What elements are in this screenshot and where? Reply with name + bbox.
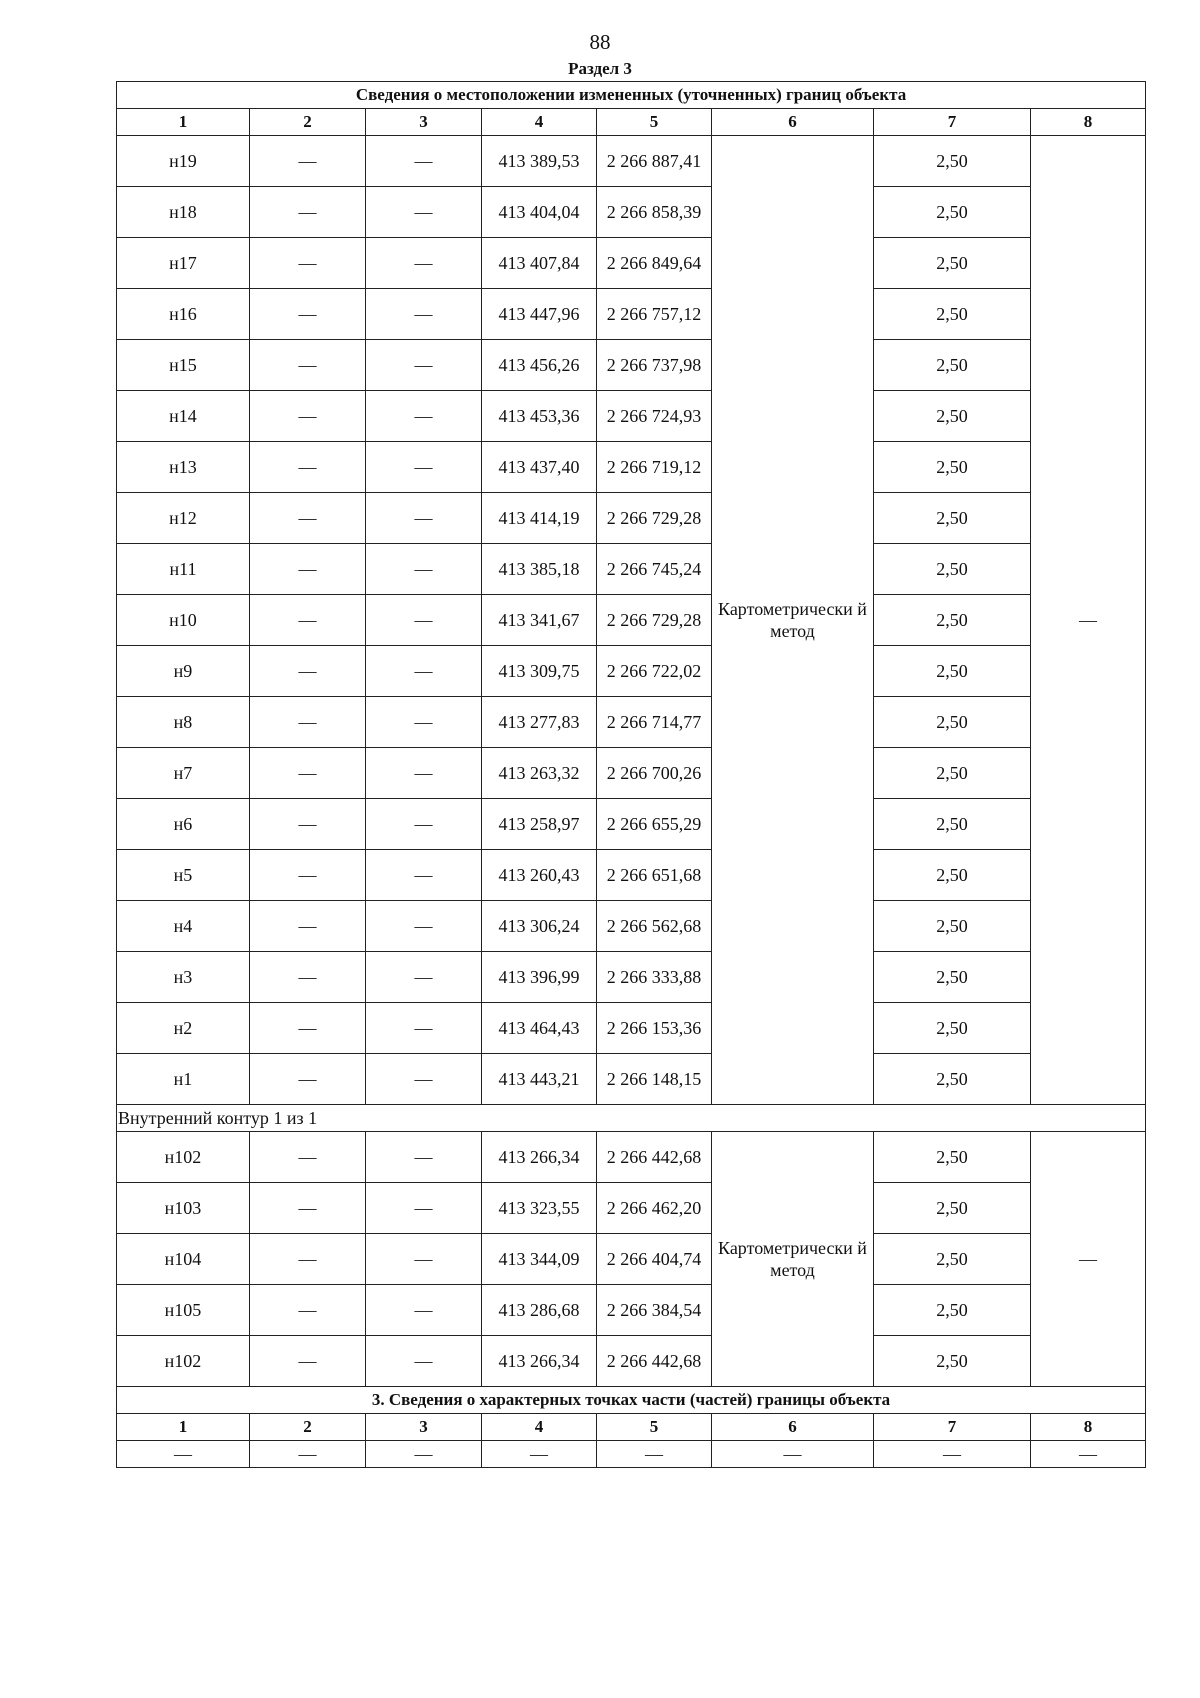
coord-x-cell: 413 453,36 <box>482 391 597 442</box>
coord-x-cell: 413 309,75 <box>482 646 597 697</box>
accuracy-cell: 2,50 <box>874 1054 1031 1105</box>
accuracy-cell: 2,50 <box>874 238 1031 289</box>
part-column-header: 8 <box>1031 1414 1146 1441</box>
table-row <box>117 493 1146 544</box>
accuracy-cell: 2,50 <box>874 799 1031 850</box>
empty-dash-cell: — <box>250 289 366 340</box>
coord-x-cell: 413 447,96 <box>482 289 597 340</box>
accuracy-cell: 2,50 <box>874 1336 1031 1387</box>
accuracy-cell: 2,50 <box>874 646 1031 697</box>
table-row <box>117 748 1146 799</box>
point-name-cell: н104 <box>117 1234 250 1285</box>
table-row <box>117 187 1146 238</box>
table-row <box>117 1003 1146 1054</box>
coord-y-cell: 2 266 148,15 <box>597 1054 712 1105</box>
empty-dash-cell: — <box>366 748 482 799</box>
coord-x-cell: 413 323,55 <box>482 1183 597 1234</box>
coord-y-cell: 2 266 562,68 <box>597 901 712 952</box>
table-row <box>117 340 1146 391</box>
method-cell: Картометрически й метод <box>712 1132 874 1387</box>
empty-dash-cell: — <box>366 850 482 901</box>
accuracy-cell: 2,50 <box>874 136 1031 187</box>
accuracy-cell: 2,50 <box>874 748 1031 799</box>
column-header-row <box>117 109 1146 136</box>
table-row <box>117 442 1146 493</box>
point-name-cell: н19 <box>117 136 250 187</box>
coord-y-cell: 2 266 737,98 <box>597 340 712 391</box>
empty-dash-cell: — <box>250 1054 366 1105</box>
empty-dash-cell: — <box>250 1285 366 1336</box>
empty-dash-cell: — <box>366 1054 482 1105</box>
point-name-cell: н105 <box>117 1285 250 1336</box>
empty-dash-cell: — <box>366 1183 482 1234</box>
accuracy-cell: 2,50 <box>874 1285 1031 1336</box>
table-row <box>117 1183 1146 1234</box>
empty-dash-cell: — <box>250 238 366 289</box>
point-name-cell: н16 <box>117 289 250 340</box>
empty-dash-cell: — <box>366 901 482 952</box>
empty-dash-cell: — <box>250 595 366 646</box>
coord-x-cell: 413 396,99 <box>482 952 597 1003</box>
part-title: 3. Сведения о характерных точках части (частей) границы объекта <box>117 1387 1146 1414</box>
empty-dash-cell: — <box>366 646 482 697</box>
coord-x-cell: 413 389,53 <box>482 136 597 187</box>
coord-y-cell: 2 266 442,68 <box>597 1336 712 1387</box>
point-name-cell: н4 <box>117 901 250 952</box>
empty-dash-cell: — <box>366 289 482 340</box>
point-name-cell: н1 <box>117 1054 250 1105</box>
coord-y-cell: 2 266 333,88 <box>597 952 712 1003</box>
empty-dash-cell: — <box>366 952 482 1003</box>
coord-y-cell: 2 266 462,20 <box>597 1183 712 1234</box>
table-body <box>117 82 1146 1468</box>
point-name-cell: н102 <box>117 1132 250 1183</box>
point-name-cell: н13 <box>117 442 250 493</box>
accuracy-cell: 2,50 <box>874 1003 1031 1054</box>
point-name-cell: н7 <box>117 748 250 799</box>
coord-y-cell: 2 266 887,41 <box>597 136 712 187</box>
empty-dash-cell: — <box>366 340 482 391</box>
coord-y-cell: 2 266 724,93 <box>597 391 712 442</box>
empty-dash-cell: — <box>366 1132 482 1183</box>
coord-x-cell: 413 404,04 <box>482 187 597 238</box>
table-row <box>117 289 1146 340</box>
table-row <box>117 391 1146 442</box>
accuracy-cell: 2,50 <box>874 187 1031 238</box>
table-row <box>117 1054 1146 1105</box>
coord-y-cell: 2 266 858,39 <box>597 187 712 238</box>
point-name-cell: н12 <box>117 493 250 544</box>
coord-y-cell: 2 266 153,36 <box>597 1003 712 1054</box>
empty-dash-cell: — <box>250 697 366 748</box>
table-row <box>117 595 1146 646</box>
accuracy-cell: 2,50 <box>874 697 1031 748</box>
empty-dash-cell: — <box>366 1336 482 1387</box>
part-dash-cell: — <box>712 1441 874 1468</box>
empty-dash-cell: — <box>366 544 482 595</box>
coord-x-cell: 413 266,34 <box>482 1132 597 1183</box>
coord-y-cell: 2 266 700,26 <box>597 748 712 799</box>
table-row <box>117 952 1146 1003</box>
part-column-header: 1 <box>117 1414 250 1441</box>
accuracy-cell: 2,50 <box>874 1132 1031 1183</box>
table-row <box>117 646 1146 697</box>
point-name-cell: н102 <box>117 1336 250 1387</box>
empty-dash-cell: — <box>250 187 366 238</box>
coord-x-cell: 413 277,83 <box>482 697 597 748</box>
empty-dash-cell: — <box>250 901 366 952</box>
empty-dash-cell: — <box>250 136 366 187</box>
coord-x-cell: 413 266,34 <box>482 1336 597 1387</box>
part-column-header: 3 <box>366 1414 482 1441</box>
accuracy-cell: 2,50 <box>874 595 1031 646</box>
column-header: 6 <box>712 109 874 136</box>
point-name-cell: н9 <box>117 646 250 697</box>
coord-x-cell: 413 341,67 <box>482 595 597 646</box>
empty-dash-cell: — <box>366 697 482 748</box>
part-data-row <box>117 1441 1146 1468</box>
coord-x-cell: 413 407,84 <box>482 238 597 289</box>
coord-x-cell: 413 464,43 <box>482 1003 597 1054</box>
empty-dash-cell: — <box>366 799 482 850</box>
empty-dash-cell: — <box>366 442 482 493</box>
coord-y-cell: 2 266 745,24 <box>597 544 712 595</box>
coord-y-cell: 2 266 404,74 <box>597 1234 712 1285</box>
point-name-cell: н6 <box>117 799 250 850</box>
accuracy-cell: 2,50 <box>874 952 1031 1003</box>
part-column-header: 4 <box>482 1414 597 1441</box>
part-dash-cell: — <box>117 1441 250 1468</box>
part-dash-cell: — <box>482 1441 597 1468</box>
boundary-points-table <box>116 81 1146 1468</box>
coord-y-cell: 2 266 651,68 <box>597 850 712 901</box>
empty-dash-cell: — <box>250 799 366 850</box>
empty-dash-cell: — <box>250 850 366 901</box>
page-number: 88 <box>589 30 611 54</box>
part-title-row <box>117 1387 1146 1414</box>
coord-x-cell: 413 258,97 <box>482 799 597 850</box>
part-dash-cell: — <box>597 1441 712 1468</box>
empty-dash-cell: — <box>250 1132 366 1183</box>
table-row <box>117 901 1146 952</box>
column-header: 1 <box>117 109 250 136</box>
coord-y-cell: 2 266 849,64 <box>597 238 712 289</box>
coord-y-cell: 2 266 714,77 <box>597 697 712 748</box>
table-row <box>117 1285 1146 1336</box>
empty-dash-cell: — <box>250 544 366 595</box>
coord-x-cell: 413 385,18 <box>482 544 597 595</box>
method-cell: Картометрически й метод <box>712 136 874 1105</box>
part-column-header: 7 <box>874 1414 1031 1441</box>
accuracy-cell: 2,50 <box>874 901 1031 952</box>
point-name-cell: н18 <box>117 187 250 238</box>
column-header: 4 <box>482 109 597 136</box>
coord-y-cell: 2 266 384,54 <box>597 1285 712 1336</box>
empty-dash-cell: — <box>366 1003 482 1054</box>
empty-dash-cell: — <box>366 187 482 238</box>
table-row <box>117 1234 1146 1285</box>
column-header: 3 <box>366 109 482 136</box>
accuracy-cell: 2,50 <box>874 493 1031 544</box>
column-header: 5 <box>597 109 712 136</box>
table-row <box>117 697 1146 748</box>
part-column-header: 6 <box>712 1414 874 1441</box>
coord-y-cell: 2 266 719,12 <box>597 442 712 493</box>
coord-x-cell: 413 443,21 <box>482 1054 597 1105</box>
coord-x-cell: 413 414,19 <box>482 493 597 544</box>
coord-y-cell: 2 266 722,02 <box>597 646 712 697</box>
inner-contour-label: Внутренний контур 1 из 1 <box>117 1105 1146 1132</box>
coord-y-cell: 2 266 655,29 <box>597 799 712 850</box>
accuracy-cell: 2,50 <box>874 850 1031 901</box>
part-column-header: 5 <box>597 1414 712 1441</box>
column-header: 7 <box>874 109 1031 136</box>
empty-dash-cell: — <box>250 493 366 544</box>
col8-cell: — <box>1031 1132 1146 1387</box>
coord-y-cell: 2 266 729,28 <box>597 493 712 544</box>
accuracy-cell: 2,50 <box>874 340 1031 391</box>
empty-dash-cell: — <box>250 1336 366 1387</box>
accuracy-cell: 2,50 <box>874 442 1031 493</box>
empty-dash-cell: — <box>366 136 482 187</box>
part-dash-cell: — <box>250 1441 366 1468</box>
empty-dash-cell: — <box>366 1285 482 1336</box>
empty-dash-cell: — <box>366 391 482 442</box>
coord-y-cell: 2 266 757,12 <box>597 289 712 340</box>
table-row <box>117 799 1146 850</box>
coord-x-cell: 413 456,26 <box>482 340 597 391</box>
point-name-cell: н5 <box>117 850 250 901</box>
inner-contour-row <box>117 1105 1146 1132</box>
point-name-cell: н103 <box>117 1183 250 1234</box>
point-name-cell: н3 <box>117 952 250 1003</box>
table-row <box>117 544 1146 595</box>
part-header-row <box>117 1414 1146 1441</box>
table-title: Сведения о местоположении измененных (уточненных) границ объекта <box>117 82 1146 109</box>
table-row <box>117 136 1146 187</box>
column-header: 2 <box>250 109 366 136</box>
empty-dash-cell: — <box>250 340 366 391</box>
accuracy-cell: 2,50 <box>874 289 1031 340</box>
empty-dash-cell: — <box>250 748 366 799</box>
empty-dash-cell: — <box>366 493 482 544</box>
empty-dash-cell: — <box>250 1234 366 1285</box>
point-name-cell: н17 <box>117 238 250 289</box>
empty-dash-cell: — <box>366 595 482 646</box>
coord-x-cell: 413 286,68 <box>482 1285 597 1336</box>
coord-y-cell: 2 266 442,68 <box>597 1132 712 1183</box>
part-dash-cell: — <box>1031 1441 1146 1468</box>
table-row <box>117 1336 1146 1387</box>
coord-x-cell: 413 344,09 <box>482 1234 597 1285</box>
point-name-cell: н11 <box>117 544 250 595</box>
empty-dash-cell: — <box>250 952 366 1003</box>
empty-dash-cell: — <box>366 1234 482 1285</box>
point-name-cell: н15 <box>117 340 250 391</box>
point-name-cell: н8 <box>117 697 250 748</box>
coord-x-cell: 413 263,32 <box>482 748 597 799</box>
table-row <box>117 850 1146 901</box>
point-name-cell: н2 <box>117 1003 250 1054</box>
accuracy-cell: 2,50 <box>874 1183 1031 1234</box>
table-row <box>117 1132 1146 1183</box>
empty-dash-cell: — <box>366 238 482 289</box>
accuracy-cell: 2,50 <box>874 391 1031 442</box>
coord-x-cell: 413 260,43 <box>482 850 597 901</box>
coord-x-cell: 413 306,24 <box>482 901 597 952</box>
coord-y-cell: 2 266 729,28 <box>597 595 712 646</box>
part-dash-cell: — <box>366 1441 482 1468</box>
empty-dash-cell: — <box>250 391 366 442</box>
empty-dash-cell: — <box>250 1183 366 1234</box>
empty-dash-cell: — <box>250 442 366 493</box>
coord-x-cell: 413 437,40 <box>482 442 597 493</box>
accuracy-cell: 2,50 <box>874 544 1031 595</box>
section-title: Раздел 3 <box>568 59 632 78</box>
table-row <box>117 238 1146 289</box>
point-name-cell: н14 <box>117 391 250 442</box>
part-column-header: 2 <box>250 1414 366 1441</box>
accuracy-cell: 2,50 <box>874 1234 1031 1285</box>
column-header: 8 <box>1031 109 1146 136</box>
empty-dash-cell: — <box>250 1003 366 1054</box>
part-dash-cell: — <box>874 1441 1031 1468</box>
point-name-cell: н10 <box>117 595 250 646</box>
empty-dash-cell: — <box>250 646 366 697</box>
col8-cell: — <box>1031 136 1146 1105</box>
table-title-row <box>117 82 1146 109</box>
